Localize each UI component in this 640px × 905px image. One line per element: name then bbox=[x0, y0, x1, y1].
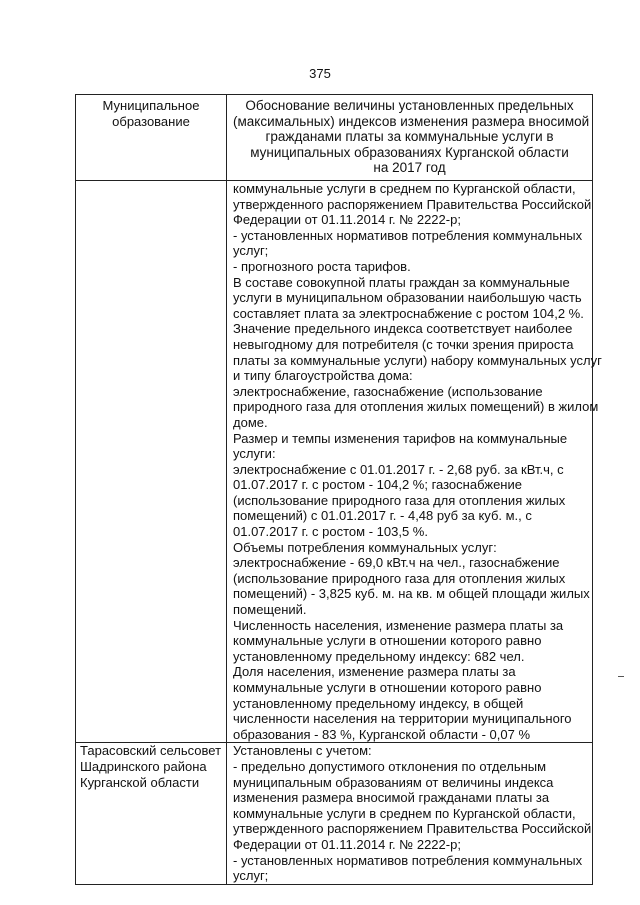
text-line: Федерации от 01.11.2014 г. № 2222-р; bbox=[233, 836, 461, 852]
text-line: - предельно допустимого отклонения по отдельным bbox=[233, 758, 547, 774]
text-line: изменения размера вносимой гражданами платы за bbox=[233, 790, 550, 806]
text-line: доме. bbox=[233, 414, 268, 430]
text-line: электроснабжение - 69,0 кВт.ч на чел., газоснабжение bbox=[233, 555, 560, 571]
text-line: - установленных нормативов потребления коммунальных bbox=[233, 852, 583, 868]
text-line: Доля населения, изменение размера платы за bbox=[233, 664, 516, 680]
text-line: помещений) с 01.01.2017 г. - 4,48 руб за куб. м., с bbox=[233, 508, 532, 524]
header-text-line: образование bbox=[112, 113, 190, 129]
text-line: коммунальные услуги в отношении которого равно bbox=[233, 633, 542, 649]
header-text-line: гражданами платы за коммунальные услуги в bbox=[265, 129, 554, 145]
text-line: составляет плата за электроснабжение с ростом 104,2 %. bbox=[233, 305, 584, 321]
text-line: Федерации от 01.11.2014 г. № 2222-р; bbox=[233, 212, 461, 228]
table-row bbox=[76, 743, 593, 884]
table-header-row bbox=[76, 95, 593, 181]
text-line: - установленных нормативов потребления коммунальных bbox=[233, 227, 583, 243]
text-line: муниципальным образованиям от величины индекса bbox=[233, 774, 554, 790]
text-line: услуги в муниципальном образовании наибольшую часть bbox=[233, 290, 582, 306]
text-line: Значение предельного индекса соответствует наиболее bbox=[233, 321, 573, 337]
text-line: Размер и темпы изменения тарифов на коммунальные bbox=[233, 430, 568, 446]
text-line: образования - 83 %, Курганской области - 0,07 % bbox=[233, 726, 531, 742]
justification-cell bbox=[227, 181, 602, 743]
text-line: установленному предельному индексу, в общей bbox=[233, 695, 524, 711]
text-line: Установлены с учетом: bbox=[233, 743, 372, 759]
text-line: платы за коммунальные услуги) набору коммунальных услуг bbox=[233, 352, 602, 368]
header-municipality bbox=[76, 95, 227, 181]
text-line: невыгодному для потребителя (с точки зрения прироста bbox=[233, 336, 574, 352]
text-line: В составе совокупной платы граждан за коммунальные bbox=[233, 274, 570, 290]
text-line: Курганской области bbox=[80, 774, 200, 790]
text-line: 01.07.2017 г. с ростом - 104,2 %; газоснабжение bbox=[233, 477, 522, 493]
text-line: услуг; bbox=[233, 868, 269, 884]
text-line: - прогнозного роста тарифов. bbox=[233, 258, 411, 274]
text-line: утвержденного распоряжением Правительства Российской bbox=[233, 821, 592, 837]
text-line: установленному предельному индексу: 682 чел. bbox=[233, 648, 525, 664]
header-text-line: Обоснование величины установленных предельных bbox=[245, 98, 574, 113]
text-line: природного газа для отопления жилых помещений) в жилом bbox=[233, 399, 599, 415]
text-line: коммунальные услуги в среднем по Курганской области, bbox=[233, 805, 576, 821]
table-row bbox=[76, 181, 593, 743]
text-line: Объемы потребления коммунальных услуг: bbox=[233, 539, 497, 555]
text-line: численности населения на территории муниципального bbox=[233, 711, 572, 727]
text-line: помещений) - 3,825 куб. м. на кв. м общей площади жилых bbox=[233, 586, 590, 602]
header-text-line: Муниципальное bbox=[102, 98, 200, 113]
text-line: услуги: bbox=[233, 446, 276, 462]
municipality-cell bbox=[76, 743, 227, 884]
text-line: коммунальные услуги в среднем по Курганской области, bbox=[233, 181, 576, 196]
text-line: Численность населения, изменение размера платы за bbox=[233, 617, 564, 633]
text-line: 01.07.2017 г. с ростом - 103,5 %. bbox=[233, 524, 428, 540]
text-line: (использование природного газа для отопления жилых bbox=[233, 492, 566, 508]
text-line: электроснабжение, газоснабжение (использование bbox=[233, 383, 543, 399]
text-line: утвержденного распоряжением Правительства Российской bbox=[233, 196, 592, 212]
text-line: (использование природного газа для отопления жилых bbox=[233, 570, 566, 586]
margin-mark bbox=[618, 676, 624, 677]
header-text-line: муниципальных образованиях Курганской области bbox=[250, 144, 569, 160]
text-line: коммунальные услуги в отношении которого равно bbox=[233, 680, 542, 695]
text-line: Шадринского района bbox=[80, 758, 207, 774]
header-text-line: (максимальных) индексов изменения размера вносимой bbox=[233, 113, 590, 129]
header-text-line: на 2017 год bbox=[373, 160, 446, 176]
justification-cell bbox=[227, 743, 593, 884]
text-line: услуг; bbox=[233, 243, 269, 259]
text-line: Тарасовский сельсовет bbox=[80, 743, 222, 759]
page-number: 375 bbox=[309, 66, 331, 81]
municipality-cell bbox=[76, 181, 227, 743]
justification-table bbox=[75, 94, 602, 885]
text-line: электроснабжение с 01.01.2017 г. - 2,68 руб. за кВт.ч, с bbox=[233, 461, 564, 477]
text-line: и типу благоустройства дома: bbox=[233, 368, 413, 384]
text-line: помещений. bbox=[233, 602, 307, 618]
header-justification bbox=[227, 95, 593, 181]
